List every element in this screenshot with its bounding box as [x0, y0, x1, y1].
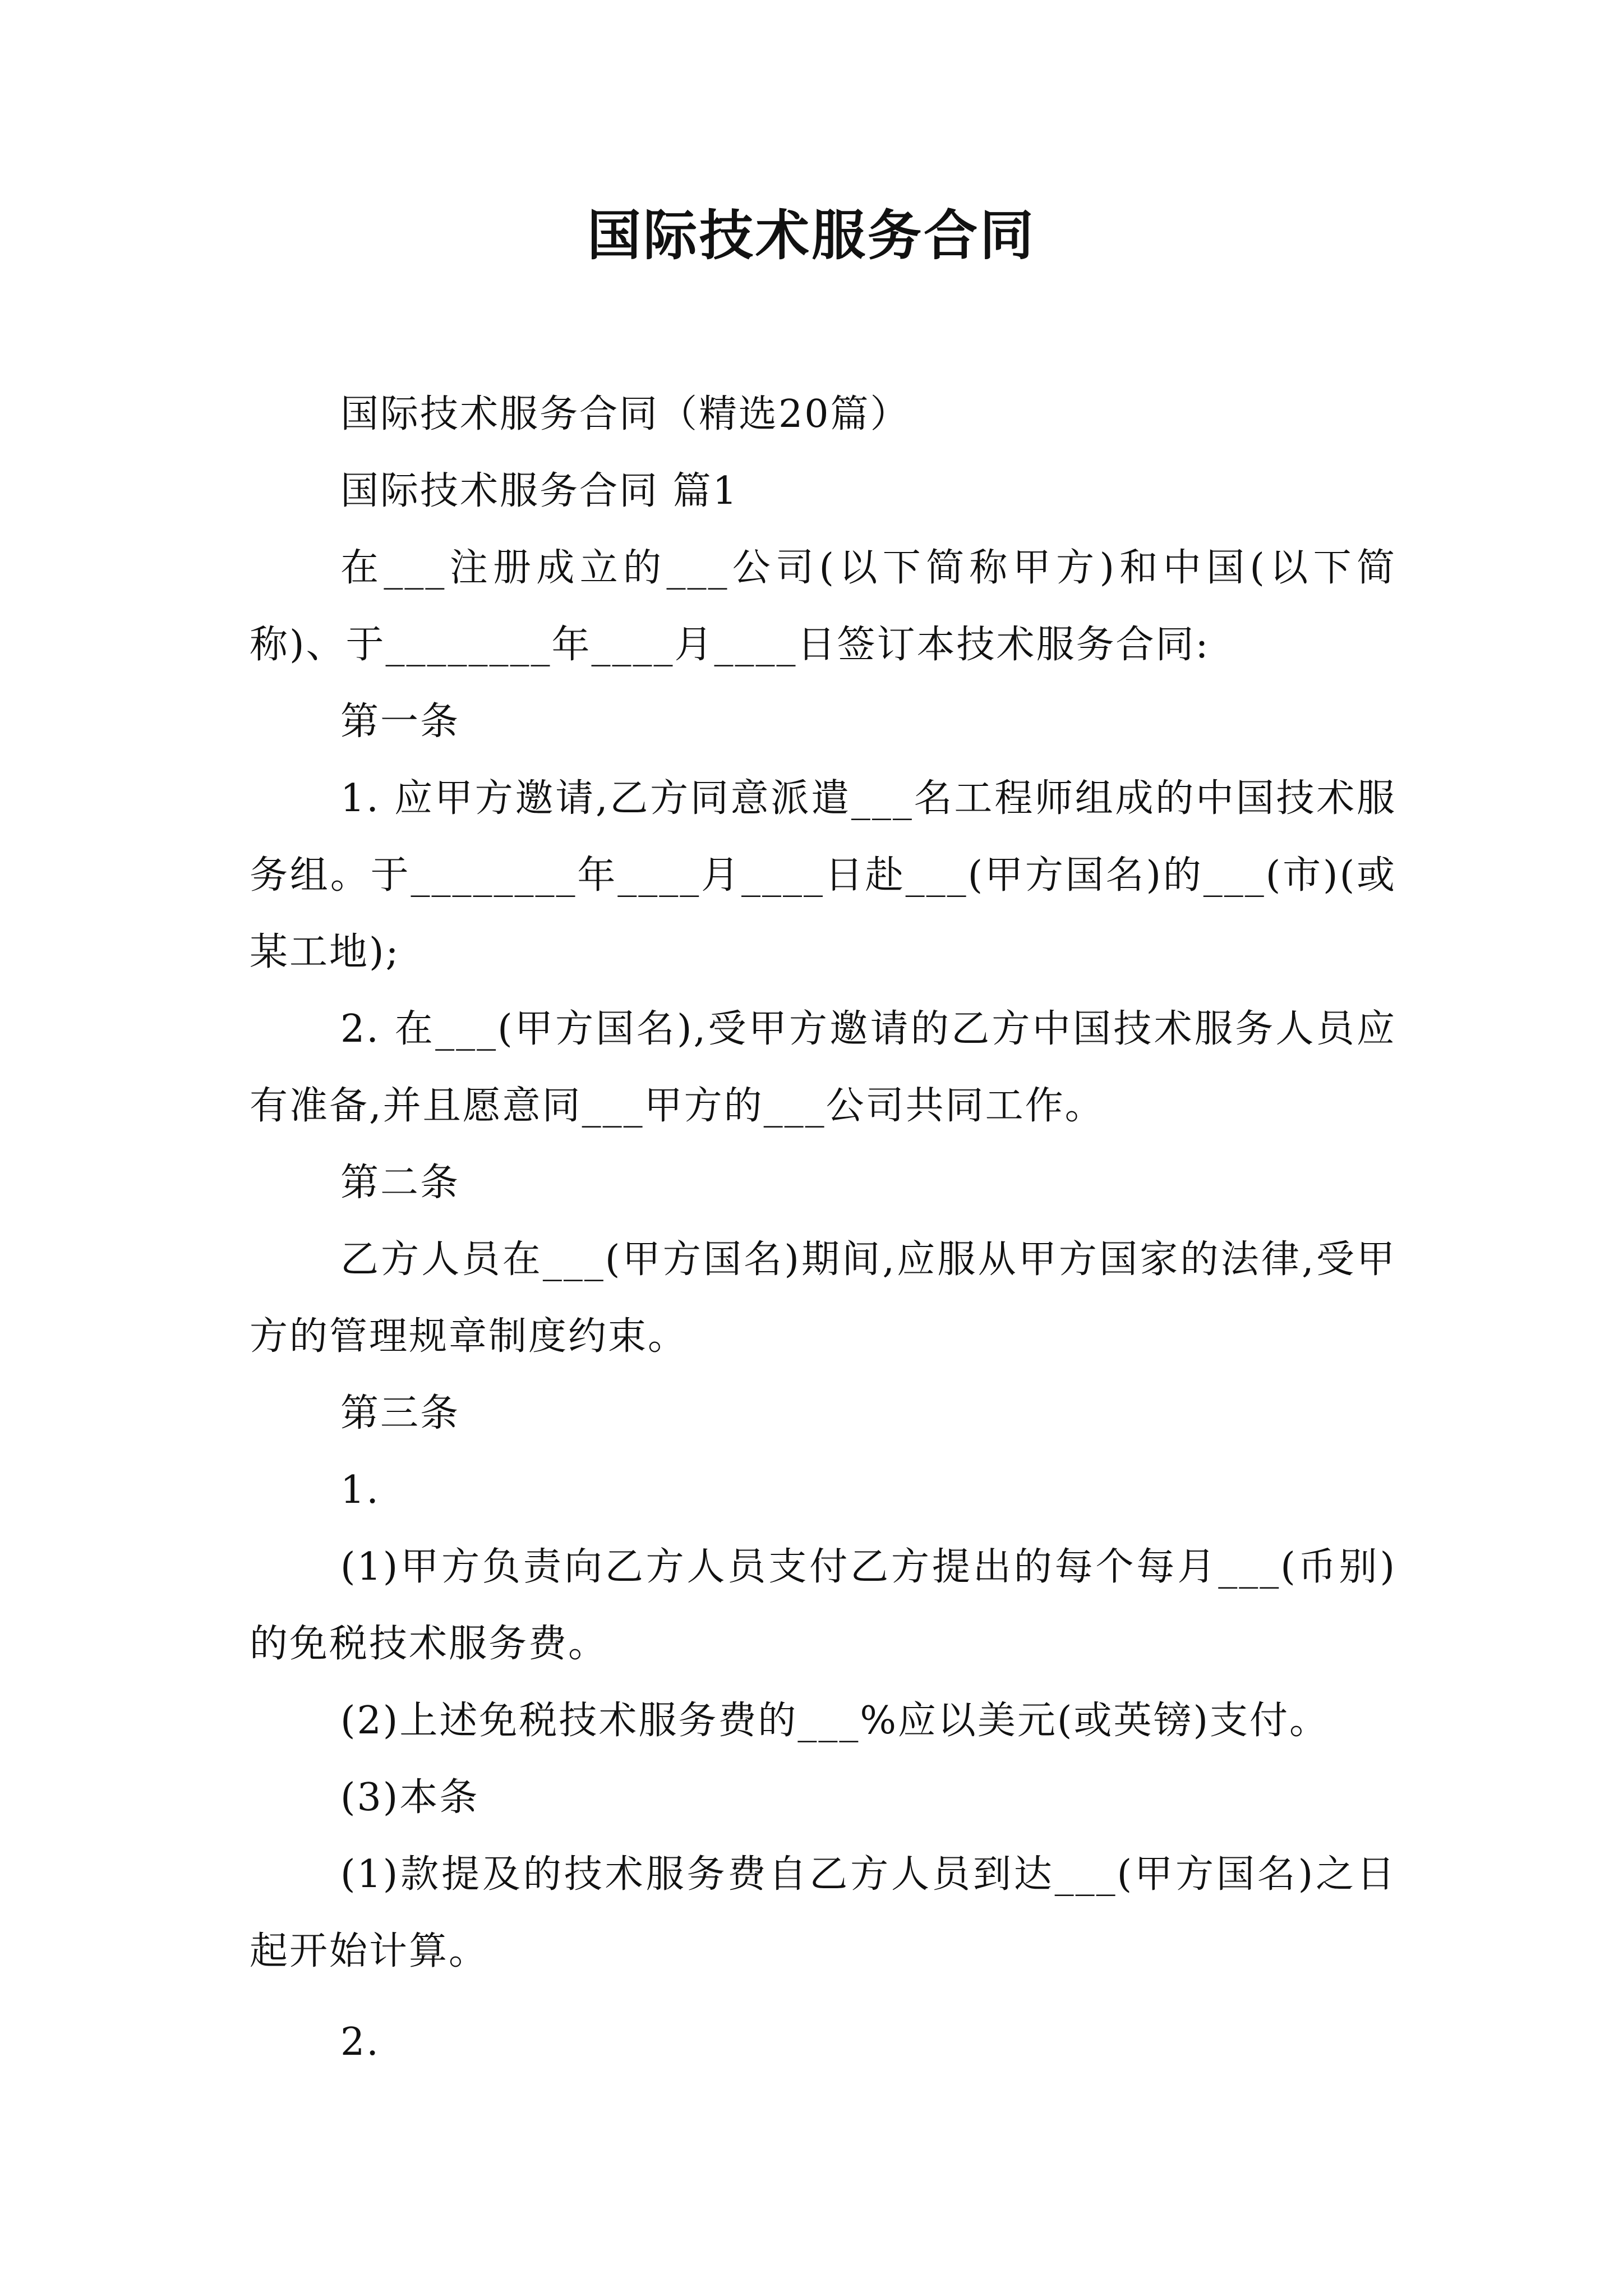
paragraph-clause-3-1-d: (1)款提及的技术服务费自乙方人员到达___(甲方国名)之日起开始计算。 [250, 1852, 1396, 1973]
paragraph-article-heading: 国际技术服务合同 篇1 [340, 469, 739, 513]
paragraph-clause-3-1-a: (1)甲方负责向乙方人员支付乙方提出的每个每月___(币别)的免税技术服务费。 [250, 1545, 1396, 1666]
paragraph-clause-3-1-b: (2)上述免税技术服务费的___%应以美元(或英镑)支付。 [340, 1699, 1329, 1743]
paragraph-subtitle: 国际技术服务合同（精选20篇） [340, 392, 910, 436]
paragraph-clause-2: 乙方人员在___(甲方国名)期间,应服从甲方国家的法律,受甲方的管理规章制度约束。 [250, 1237, 1396, 1359]
paragraph-preamble: 在___注册成立的___公司(以下简称甲方)和中国(以下简称)、于________年____月____日签订本技术服务合同: [250, 546, 1396, 667]
paragraph-clause-3-1: 1. [340, 1468, 380, 1512]
paragraph-clause-1-2: 2. 在___(甲方国名),受甲方邀请的乙方中国技术服务人员应有准备,并且愿意同___甲方的___公司共同工作。 [250, 1007, 1396, 1128]
section-heading-1: 第一条 [340, 700, 460, 744]
paragraph-clause-3-2: 2. [340, 2020, 380, 2064]
section-heading-3: 第三条 [340, 1391, 460, 1435]
document-title: 国际技术服务合同 [587, 204, 1036, 267]
paragraph-clause-3-1-c: (3)本条 [340, 1775, 479, 1820]
paragraph-clause-1-1: 1. 应甲方邀请,乙方同意派遣___名工程师组成的中国技术服务组。于________年____月____日赴___(甲方国名)的___(市)(或某工地); [250, 776, 1396, 974]
section-heading-2: 第二条 [340, 1161, 460, 1205]
document-body [250, 376, 1396, 2081]
